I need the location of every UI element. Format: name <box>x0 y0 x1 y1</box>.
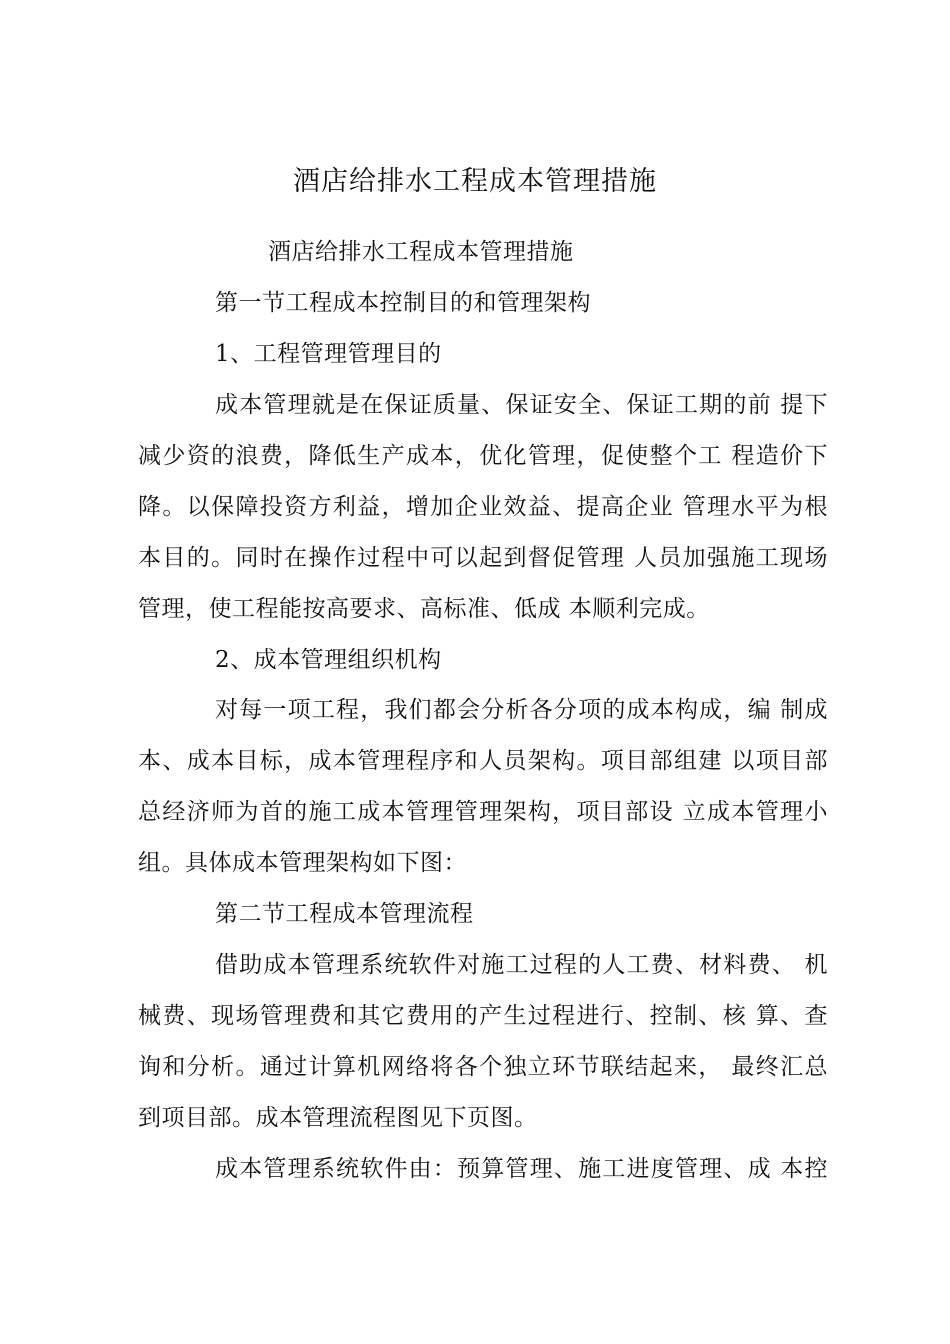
paragraph-line: 本目的。同时在操作过程中可以起到督促管理 人员加强施工现场 <box>138 545 828 571</box>
paragraph-line: 组。具体成本管理架构如下图： <box>138 850 467 876</box>
section-heading: 第一节工程成本控制目的和管理架构 <box>215 290 591 316</box>
paragraph-line: 询和分析。通过计算机网络将各个独立环节联结起来， 最终汇总 <box>138 1054 828 1080</box>
paragraph-line: 成本管理就是在保证质量、保证安全、保证工期的前 提下 <box>215 392 828 418</box>
item-heading: 1、工程管理管理目的 <box>215 341 442 367</box>
paragraph-line: 总经济师为首的施工成本管理管理架构，项目部设 立成本管理小 <box>138 799 828 825</box>
document-title: 酒店给排水工程成本管理措施 <box>293 166 657 197</box>
section-heading: 第二节工程成本管理流程 <box>215 901 474 927</box>
document-subtitle: 酒店给排水工程成本管理措施 <box>268 239 574 265</box>
paragraph-line: 降。以保障投资方利益，增加企业效益、提高企业 管理水平为根 <box>138 494 828 520</box>
item-heading: 2、成本管理组织机构 <box>215 647 442 673</box>
paragraph-line: 管理，使工程能按高要求、高标准、低成 本顺利完成。 <box>138 596 710 622</box>
paragraph-line: 借助成本管理系统软件对施工过程的人工费、材料费、 机 <box>215 952 828 978</box>
paragraph-line: 对每一项工程，我们都会分析各分项的成本构成，编 制成 <box>215 697 828 723</box>
paragraph-line: 到项目部。成本管理流程图见下页图。 <box>138 1105 538 1131</box>
paragraph-line: 减少资的浪费，降低生产成本，优化管理，促使整个工 程造价下 <box>138 443 828 469</box>
paragraph-line: 械费、现场管理费和其它费用的产生过程进行、控制、核 算、查 <box>138 1003 828 1029</box>
paragraph-line: 成本管理系统软件由：预算管理、施工进度管理、成 本控 <box>215 1156 828 1182</box>
paragraph-line: 本、成本目标，成本管理程序和人员架构。项目部组建 以项目部 <box>138 748 828 774</box>
